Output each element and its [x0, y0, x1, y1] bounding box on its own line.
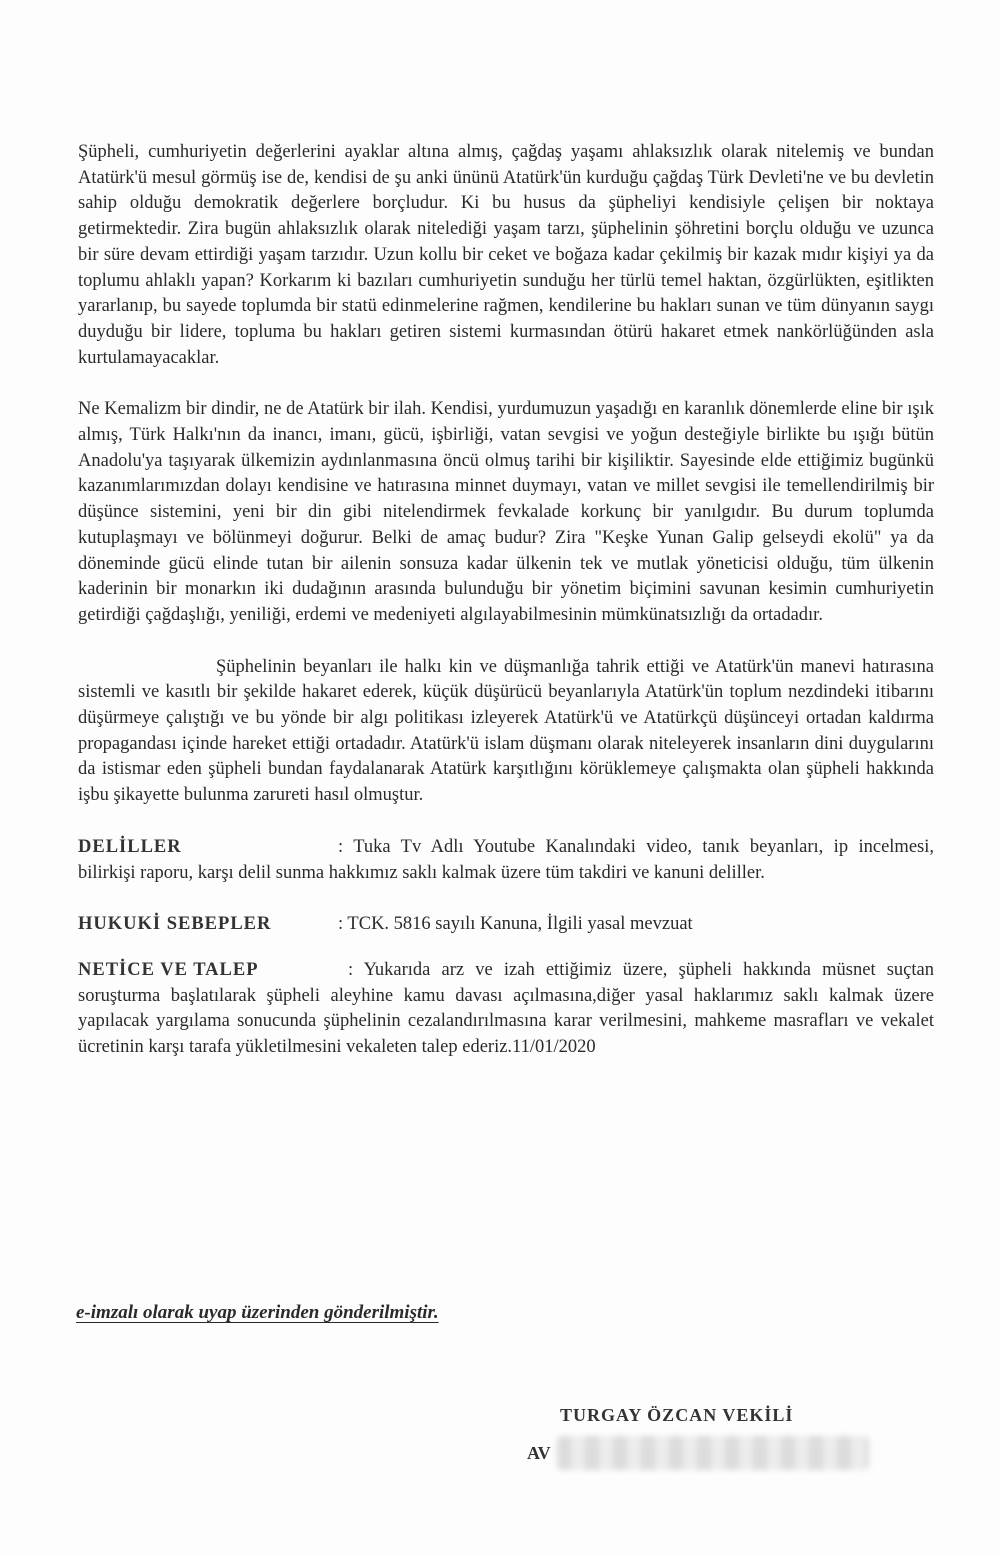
hukuki-sebepler-label: HUKUKİ SEBEPLER [78, 914, 272, 935]
signature-prefix: AV [527, 1442, 551, 1463]
deliller-section [78, 835, 934, 886]
redacted-name-block [557, 1436, 869, 1470]
netice-ve-talep-text: : Yukarıda arz ve izah ettiğimiz üzere, şüpheli hakkında müsnet suçtan soruşturma başlatılarak şüpheli aleyhine kamu davası açılmasına,diğer yasal haklarımız saklı kalmak üzere yapılacak yargılama sonucunda şüphelinin cezalandırılmasına karar verilmesini, mahkeme masrafları ve vekalet ücretinin karşı tarafa yükletilmesini vekaleten talep ederiz.11/01/2020 [78, 959, 934, 1058]
netice-ve-talep-section [78, 958, 934, 1061]
paragraph-2: Ne Kemalizm bir dindir, ne de Atatürk bir ilah. Kendisi, yurdumuzun yaşadığı en karanlık dönemlerde eline bir ışık almış, Türk Halkı'nın da inancı, imanı, gücü, işbirliği, vatan sevgisi ve yoğun desteğiyle birlikte bu ışığı bütün Anadolu'ya taşıyarak ülkemizin aydınlanmasına öncü olmuş tarihi bir kişiliktir. Sayesinde elde ettiğimiz bugünkü kazanımlarımızdan dolayı kendisine ve hatırasına minnet duymayı, vatan ve millet sevgisi ile temellendirilmiş bir düşünce sistemini, yeni bir din gibi nitelendirmek fevkalade korkunç bir yanılgıdır. Bu durum toplumda kutuplaşmayı ve bölünmeyi doğurur. Belki de amaç budur? Zira "Keşke Yunan Galip gelseydi ekolü" ya da döneminde gücü elinde tutan bir ailenin sonsuza kadar ülkenin tek ve mutlak yöneticisi olduğu, tüm ülkenin kaderinin bir monarkın iki dudağının arasında bulunduğu bir yönetim biçimini savunan kesimin cumhuriyetin getirdiği çağdaşlığı, yeniliği, erdemi ve medeniyeti algılayabilmesinin mümkünatsızlığı da ortadadır. [78, 399, 934, 625]
esign-note: e-imzalı olarak uyap üzerinden gönderilmiştir. [76, 1302, 439, 1323]
hukuki-sebepler-text: : TCK. 5816 sayılı Kanuna, İlgili yasal mevzuat [338, 914, 693, 935]
signature-line [527, 1435, 869, 1471]
paragraph-1: Şüpheli, cumhuriyetin değerlerini ayaklar altına almış, çağdaş yaşamı ahlaksızlık olarak nitelemiş ve bundan Atatürk'ü mesul görmüş ise de, kendisi de şu anki ününü Atatürk'ün kurduğu çağdaş Türk Devleti'ne ve bu devletin sahip olduğu demokratik değerlere borçludur. Ki bu husus da şüpheliyi kendisiyle çelişen bir noktaya getirmektedir. Zira bugün ahlaksızlık olarak nitelediği yaşam tarzı, şüphelinin şöhretini borçlu olduğu ve uzunca bir süre devam ettirdiği yaşam tarzıdır. Uzun kollu bir ceket ve boğaza kadar çekilmiş bir kazak mıdır kişiyi ya da toplumu ahlaklı yapan? Korkarım ki bazıları cumhuriyetin sunduğu her türlü temel haktan, özgürlükten, eşitlikten yararlanıp, bu sayede toplumda bir statü edinmelerine rağmen, kendilerine bu hakları sunan ve tüm dünyanın saygı duyduğu bir lidere, topluma bu hakları getiren sistemi kurmasından ötürü hakaret etmek nankörlüğünden asla kurtulamayacaklar. [78, 142, 934, 368]
deliller-label: DELİLLER [78, 836, 182, 857]
netice-ve-talep-label: NETİCE VE TALEP [78, 959, 259, 980]
hukuki-sebepler-section [78, 912, 934, 938]
deliller-text: : Tuka Tv Adlı Youtube Kanalındaki video, tanık beyanları, ip incelmesi, bilirkişi raporu, karşı delil sunma hakkımız saklı kalmak üzere tüm takdiri ve kanuni deliller. [78, 836, 934, 883]
paragraph-3: Şüphelinin beyanları ile halkı kin ve düşmanlığa tahrik ettiği ve Atatürk'ün manevi hatırasına sistemli ve kasıtlı bir şekilde hakaret ederek, küçük düşürücü beyanlarıyla Atatürk'ün toplum nezdindeki itibarını düşürmeye çalıştığı ve bu yönde bir algı politikası izleyerek Atatürk'ü ve Atatürkçü düşünceyi ortadan kaldırma propagandası içinde hareket ettiği ortadadır. Atatürk'ü islam düşmanı olarak niteleyerek insanların dini duygularını da istismar eden şüpheli bundan faydalanarak Atatürk karşıtlığını körüklemeye çalışmakta olan şüpheli hakkında işbu şikayette bulunma zarureti hasıl olmuştur. [78, 656, 934, 806]
document-body [78, 140, 934, 1087]
signature-title: TURGAY ÖZCAN VEKİLİ [560, 1405, 794, 1425]
